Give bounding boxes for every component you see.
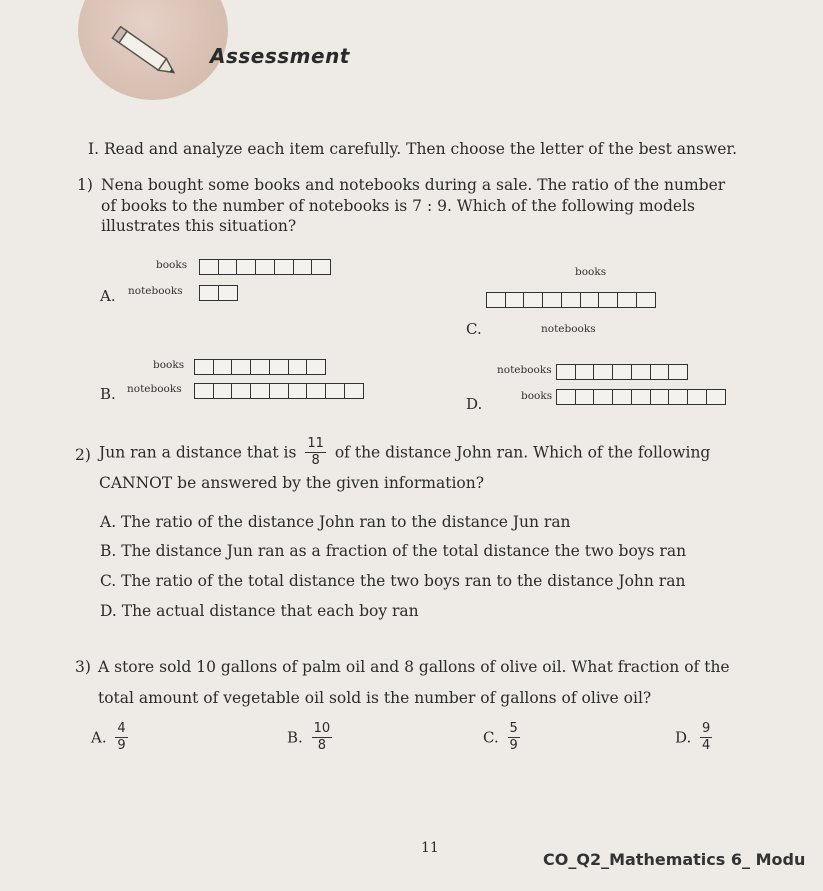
model-box <box>306 383 326 399</box>
module-label: CO_Q2_Mathematics 6_ Modu <box>543 850 806 869</box>
model-box <box>311 259 331 275</box>
fraction-numerator: 10 <box>313 721 331 736</box>
model-box <box>668 364 688 380</box>
q2-option-c[interactable]: C. The ratio of the total distance the two boys ran to the distance John ran <box>100 572 686 590</box>
q3-text-line2: total amount of vegetable oil sold is the number of gallons of olive oil? <box>98 689 652 707</box>
page-number: 11 <box>421 840 439 856</box>
model-box <box>575 389 595 405</box>
model-box <box>593 364 613 380</box>
model-box <box>612 364 632 380</box>
notebooks-label: notebooks <box>128 285 183 297</box>
model-box <box>650 389 670 405</box>
model-box <box>288 359 308 375</box>
option-fraction <box>508 722 520 753</box>
notebooks-label: notebooks <box>127 383 182 395</box>
model-box <box>486 292 506 308</box>
q1-number: 1) <box>77 176 93 194</box>
option-letter: C. <box>483 728 499 747</box>
q1-text-line1: Nena bought some books and notebooks during a sale. The ratio of the number <box>101 176 726 194</box>
notebooks-label: notebooks <box>497 364 552 376</box>
option-letter: D. <box>466 395 483 413</box>
q1-text-line3: illustrates this situation? <box>101 217 297 235</box>
model-box <box>556 364 576 380</box>
fraction-numerator: 5 <box>509 721 518 736</box>
model-box <box>194 359 214 375</box>
model-box <box>199 259 219 275</box>
notebooks-model <box>556 364 687 380</box>
q3-option-c[interactable] <box>483 722 524 753</box>
fraction-numerator: 9 <box>702 721 711 736</box>
q2-text-line2: CANNOT be answered by the given information? <box>99 474 485 492</box>
q2-text-before: Jun ran a distance that is <box>99 443 297 462</box>
model-box <box>213 383 233 399</box>
notebooks-model <box>486 292 654 308</box>
fraction-denominator: 9 <box>117 738 126 753</box>
model-box <box>213 359 233 375</box>
books-label: books <box>575 266 607 278</box>
model-box <box>687 389 707 405</box>
option-letter: A. <box>100 287 116 305</box>
q2-option-b[interactable]: B. The distance Jun ran as a fraction of the total distance the two boys ran <box>100 542 687 560</box>
books-model <box>194 359 325 375</box>
books-model <box>199 259 330 275</box>
model-box <box>250 383 270 399</box>
model-box <box>288 383 308 399</box>
model-box <box>231 383 251 399</box>
option-letter: B. <box>287 728 303 747</box>
books-label: books <box>521 390 553 402</box>
option-letter: D. <box>675 728 692 747</box>
q2-number: 2) <box>75 446 91 464</box>
model-box <box>344 383 364 399</box>
model-box <box>636 292 656 308</box>
model-box <box>598 292 618 308</box>
q3-number: 3) <box>75 658 91 676</box>
fraction-numerator: 11 <box>307 436 324 451</box>
model-box <box>505 292 525 308</box>
model-box <box>255 259 275 275</box>
notebooks-label: notebooks <box>541 323 596 335</box>
model-box <box>561 292 581 308</box>
model-box <box>218 259 238 275</box>
model-box <box>250 359 270 375</box>
books-model <box>556 389 724 405</box>
q2-text-after: of the distance John ran. Which of the following <box>334 443 711 462</box>
model-box <box>218 285 238 301</box>
model-box <box>593 389 613 405</box>
books-label: books <box>156 259 188 271</box>
fraction-denominator: 4 <box>702 738 711 753</box>
model-box <box>293 259 313 275</box>
fraction-denominator: 8 <box>311 453 320 468</box>
page-title: Assessment <box>210 44 350 68</box>
pencil-icon <box>106 18 186 88</box>
notebooks-model <box>194 383 362 399</box>
option-fraction <box>115 722 127 753</box>
model-box <box>612 389 632 405</box>
q3-option-b[interactable] <box>287 722 336 753</box>
model-box <box>523 292 543 308</box>
model-box <box>274 259 294 275</box>
option-fraction <box>312 722 333 753</box>
fraction-numerator: 4 <box>117 721 126 736</box>
model-box <box>706 389 726 405</box>
notebooks-model <box>199 285 236 301</box>
model-box <box>542 292 562 308</box>
q2-fraction <box>305 437 326 468</box>
model-box <box>580 292 600 308</box>
option-letter: B. <box>100 385 116 403</box>
model-box <box>231 359 251 375</box>
model-box <box>556 389 576 405</box>
model-box <box>269 383 289 399</box>
model-box <box>194 383 214 399</box>
instructions: I. Read and analyze each item carefully. Then choose the letter of the best answer. <box>88 140 738 158</box>
model-box <box>650 364 670 380</box>
option-letter: A. <box>91 728 107 747</box>
option-fraction <box>700 722 712 753</box>
model-box <box>617 292 637 308</box>
model-box <box>325 383 345 399</box>
q3-option-a[interactable] <box>91 722 132 753</box>
model-box <box>269 359 289 375</box>
model-box <box>236 259 256 275</box>
q2-text-line1 <box>99 437 710 468</box>
option-letter: C. <box>466 320 482 338</box>
fraction-denominator: 8 <box>317 738 326 753</box>
model-box <box>575 364 595 380</box>
model-box <box>668 389 688 405</box>
q3-option-d[interactable] <box>675 722 716 753</box>
model-box <box>631 389 651 405</box>
model-box <box>199 285 219 301</box>
q3-text-line1: A store sold 10 gallons of palm oil and 8 gallons of olive oil. What fraction of the <box>98 658 730 676</box>
q2-option-d[interactable]: D. The actual distance that each boy ran <box>100 602 419 620</box>
books-label: books <box>153 359 185 371</box>
q2-option-a[interactable]: A. The ratio of the distance John ran to the distance Jun ran <box>100 513 571 531</box>
fraction-denominator: 9 <box>509 738 518 753</box>
model-box <box>306 359 326 375</box>
model-box <box>631 364 651 380</box>
q1-text-line2: of books to the number of notebooks is 7 : 9. Which of the following models <box>101 197 695 215</box>
